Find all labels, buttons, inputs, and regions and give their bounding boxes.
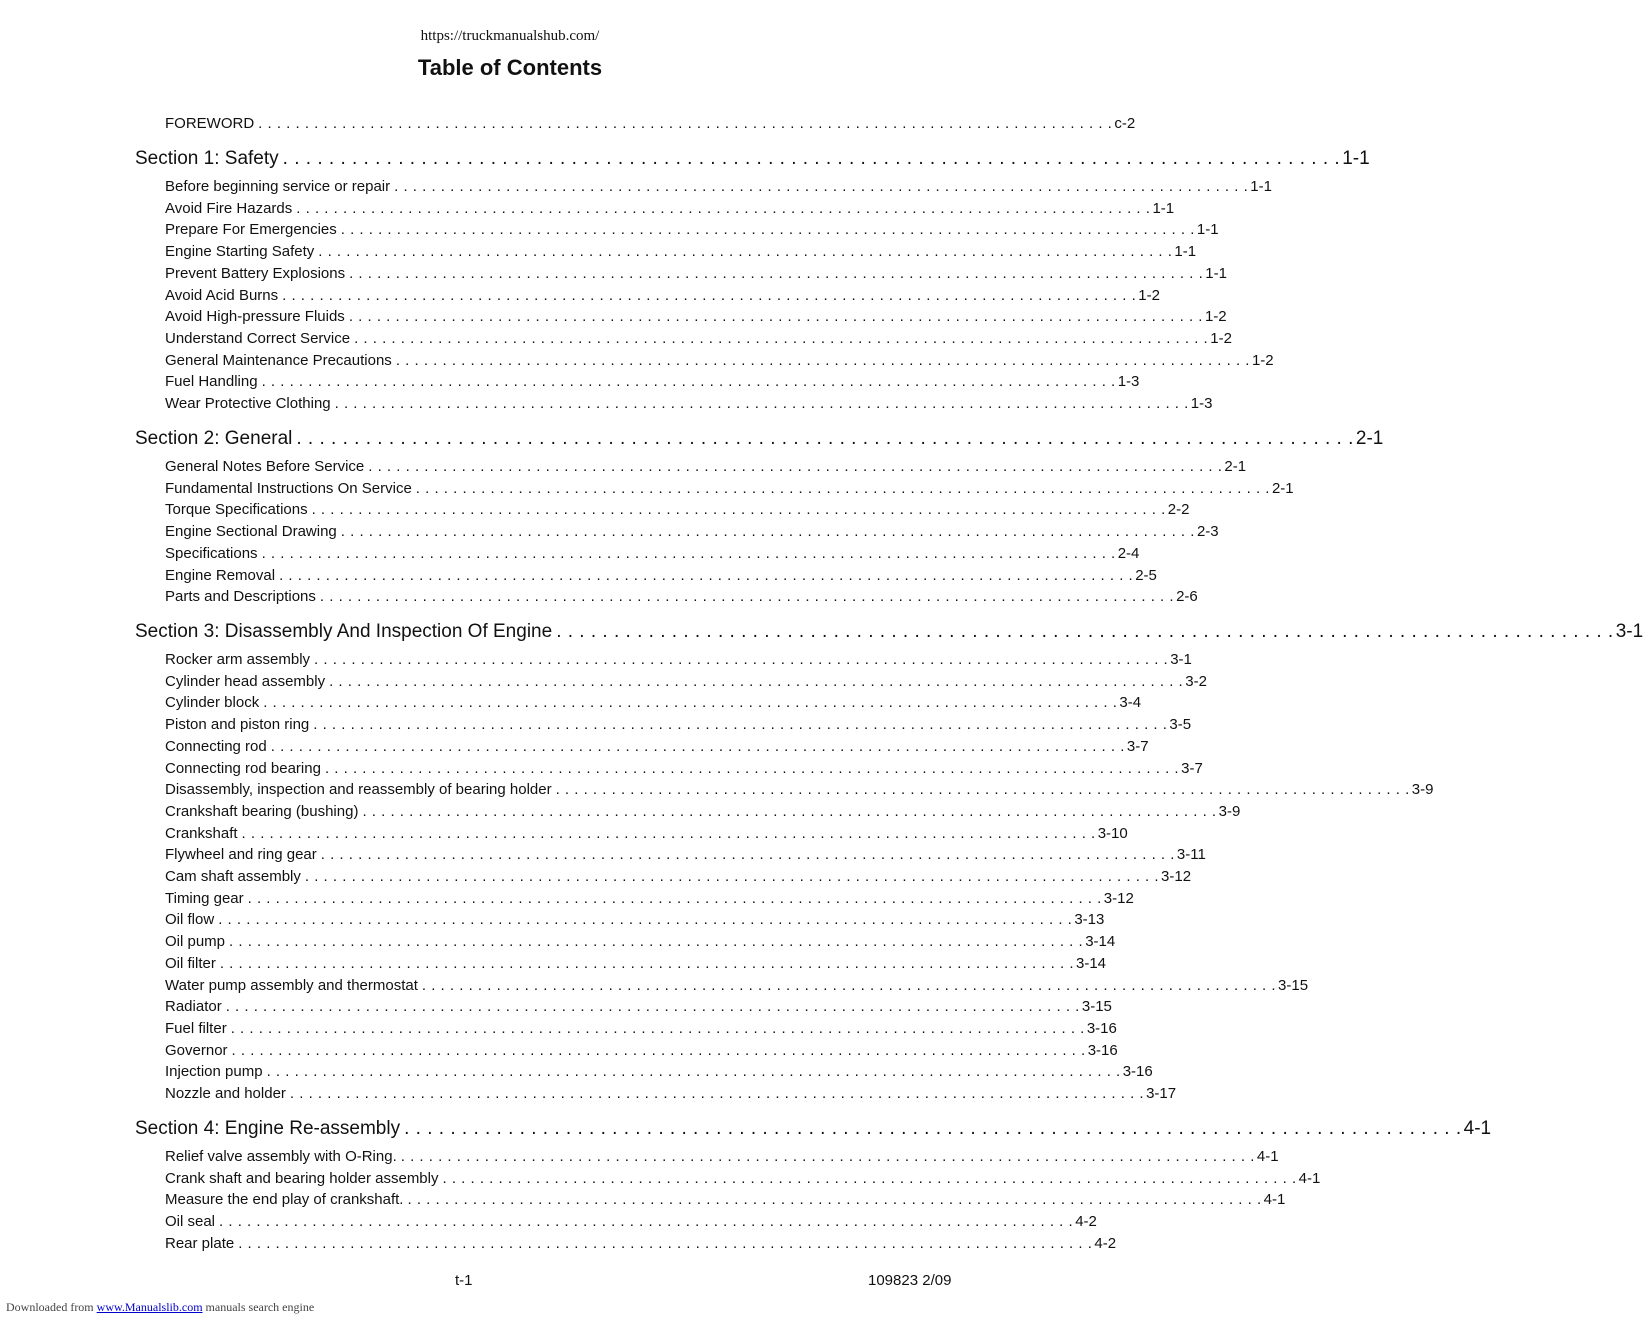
dot-leader: . . . . . . . . . . . . . . . . . . . . . . . . . . . . . . . . . . . . . . . . . . . . . . . . . . . . . . . . . . . . . . . . . . . . . . . . . . . . . . . . . . . . . . . . . . . . bbox=[394, 178, 1249, 195]
toc-entry-label: Oil seal bbox=[165, 1213, 216, 1230]
toc-section-label: Section 1: Safety bbox=[135, 148, 279, 169]
toc-entry-label: Timing gear bbox=[165, 890, 244, 907]
toc-entry-label: Radiator bbox=[165, 998, 222, 1015]
toc-entry[interactable] bbox=[165, 955, 1107, 975]
toc-entry-page: 1-3 bbox=[1190, 395, 1213, 412]
toc-entry-page: 1-1 bbox=[1152, 200, 1175, 217]
dot-leader: . . . . . . . . . . . . . . . . . . . . . . . . . . . . . . . . . . . . . . . . . . . . . . . . . . . . . . . . . . . . . . . . . . . . . . . . . . . . . . . . . . . . . . . . . . . . bbox=[340, 221, 1195, 238]
toc-entry-page: 3-16 bbox=[1086, 1020, 1117, 1037]
toc-entry-page: 3-1 bbox=[1170, 651, 1192, 668]
toc-entry-label: Engine Starting Safety bbox=[165, 243, 315, 260]
toc-entry[interactable] bbox=[165, 458, 1247, 478]
toc-entry-label: Understand Correct Service bbox=[165, 330, 351, 347]
toc-entry-label: Avoid Fire Hazards bbox=[165, 200, 293, 217]
toc-entry[interactable] bbox=[165, 868, 1192, 888]
toc-section[interactable] bbox=[135, 428, 1384, 454]
toc-entry[interactable] bbox=[165, 1170, 1321, 1190]
dot-leader: . . . . . . . . . . . . . . . . . . . . . . . . . . . . . . . . . . . . . . . . . . . . . . . . . . . . . . . . . . . . . . . . . . . . . . . . . . . . . . . . . . . . . . . . . . . . bbox=[311, 501, 1166, 518]
toc-entry-foreword[interactable] bbox=[165, 115, 1136, 135]
dot-leader: . . . . . . . . . . . . . . . . . . . . . . . . . . . . . . . . . . . . . . . . . . . . . . . . . . . . . . . . . . . . . . . . . . . . . . . . . . . . . . . . . . . . . . . . . . . . bbox=[261, 373, 1116, 390]
toc-entry-page: 3-16 bbox=[1087, 1042, 1118, 1059]
toc-entry-page: 3-14 bbox=[1085, 933, 1116, 950]
toc-entry[interactable] bbox=[165, 588, 1198, 608]
toc-entry[interactable] bbox=[165, 933, 1116, 953]
dot-leader: . . . . . . . . . . . . . . . . . . . . . . . . . . . . . . . . . . . . . . . . . . . . . . . . . . . . . . . . . . . . . . . . . . . . . . . . . . . . . . . . . . . . . . . . . . . . bbox=[231, 1042, 1086, 1059]
dot-leader: . . . . . . . . . . . . . . . . . . . . . . . . . . . . . . . . . . . . . . . . . . . . . . . . . . . . . . . . . . . . . . . . . . . . . . . . . . . . . . . . . . . . . . . . . . . . bbox=[219, 955, 1074, 972]
toc-entry-label: Crankshaft bbox=[165, 825, 238, 842]
toc-entry[interactable] bbox=[165, 1235, 1117, 1255]
toc-entry-label: Torque Specifications bbox=[165, 501, 308, 518]
toc-entry[interactable] bbox=[165, 977, 1309, 997]
toc-entry-page: 4-1 bbox=[1256, 1148, 1279, 1165]
toc-entry-page: 4-2 bbox=[1094, 1235, 1117, 1252]
dot-leader: . . . . . . . . . . . . . . . . . . . . . . . . . . . . . . . . . . . . . . . . . . . . . . . . . . . . . . . . . . . . . . . . . . . . . . . . . . . . . . . . . . . . . . . . . . . . bbox=[314, 651, 1169, 668]
toc-entry-label: Cylinder head assembly bbox=[165, 673, 326, 690]
toc-entry-label: Cam shaft assembly bbox=[165, 868, 301, 885]
download-note bbox=[6, 1300, 314, 1315]
dot-leader: . . . . . . . . . . . . . . . . . . . . . . . . . . . . . . . . . . . . . . . . . . . . . . . . . . . . . . . . . . . . . . . . . . . . . . . . . . . . . . . . . . . . . . . . . . . . bbox=[225, 998, 1080, 1015]
dot-leader: . . . . . . . . . . . . . . . . . . . . . . . . . . . . . . . . . . . . . . . . . . . . . . . . . . . . . . . . . . . . . . . . . . . . . . . . . . . . . . . . . . . . . . . . . . . . bbox=[230, 1020, 1085, 1037]
dot-leader: . . . . . . . . . . . . . . . . . . . . . . . . . . . . . . . . . . . . . . . . . . . . . . . . . . . . . . . . . . . . . . . . . . . . . . . . . . . . . . . . . . . . . . . . . . . . bbox=[329, 673, 1184, 690]
toc-entry-label: Cylinder block bbox=[165, 694, 260, 711]
dot-leader: . . . . . . . . . . . . . . . . . . . . . . . . . . . . . . . . . . . . . . . . . . . . . . . . . . . . . . . . . . . . . . . . . . . . . . . . . . . . . . . . . . . . . . . . . . . . bbox=[238, 1235, 1093, 1252]
toc-entry[interactable] bbox=[165, 545, 1140, 565]
toc-entry-label: Avoid High-pressure Fluids bbox=[165, 308, 345, 325]
toc-section-page: 3-1 bbox=[1615, 621, 1643, 642]
toc-entry-label: Measure the end play of crankshaft. bbox=[165, 1191, 404, 1208]
page-title: Table of Contents bbox=[417, 55, 603, 80]
dot-leader: . . . . . . . . . . . . . . . . . . . . . . . . . . . . . . . . . . . . . . . . . . . . . . . . . . . . . . . . . . . . . . . . . . . . . . . . . . . . . . . . . . . . . . . . . . . . bbox=[349, 265, 1204, 282]
toc-entry-page: 2-3 bbox=[1196, 523, 1219, 540]
toc-entry-page: 4-1 bbox=[1263, 1191, 1286, 1208]
dot-leader: . . . . . . . . . . . . . . . . . . . . . . . . . . . . . . . . . . . . . . . . . . . . . . . . . . . . . . . . . . . . . . . . . . . . . . . . . . . . . . . . . . . . . . . . . . . . bbox=[400, 1148, 1255, 1165]
toc-entry-label: Prepare For Emergencies bbox=[165, 221, 337, 238]
dot-leader: . . . . . . . . . . . . . . . . . . . . . . . . . . . . . . . . . . . . . . . . . . . . . . . . . . . . . . . . . . . . . . . . . . . . . . . . . . . . . . . . . . . . . . . . . . . . bbox=[334, 395, 1189, 412]
dot-leader: . . . . . . . . . . . . . . . . . . . . . . . . . . . . . . . . . . . . . . . . . . . . . . . . . . . . . . . . . . . . . . . . . . . . . . . . . . . . . . . . . . . . . . . . . . . . bbox=[218, 911, 1073, 928]
toc-entry-page: 3-5 bbox=[1169, 716, 1192, 733]
toc-entry-page: 1-2 bbox=[1251, 352, 1274, 369]
toc-entry-label: Oil filter bbox=[165, 955, 216, 972]
toc-entry-page: 1-3 bbox=[1117, 373, 1140, 390]
dot-leader: . . . . . . . . . . . . . . . . . . . . . . . . . . . . . . . . . . . . . . . . . . . . . . . . . . . . . . . . . . . . . . . . . . . . . . . . . . . . . . . . . . . . . . . . . . . . bbox=[296, 200, 1151, 217]
toc-entry[interactable] bbox=[165, 352, 1274, 372]
toc-entry-label: Water pump assembly and thermostat bbox=[165, 977, 418, 994]
toc-entry-label: Oil pump bbox=[165, 933, 226, 950]
toc-entry-page: 1-1 bbox=[1174, 243, 1197, 260]
toc-entry-page: 1-1 bbox=[1205, 265, 1227, 282]
dot-leader: . . . . . . . . . . . . . . . . . . . . . . . . . . . . . . . . . . . . . . . . . . . . . . . . . . . . . . . . . . . . . . . . . . . . . . . . . . . . . . . . . . . . . . . . . . . . bbox=[404, 1118, 1462, 1139]
toc-entry-label: Engine Removal bbox=[165, 567, 276, 584]
dot-leader: . . . . . . . . . . . . . . . . . . . . . . . . . . . . . . . . . . . . . . . . . . . . . . . . . . . . . . . . . . . . . . . . . . . . . . . . . . . . . . . . . . . . . . . . . . . . bbox=[296, 428, 1354, 449]
toc-entry[interactable] bbox=[165, 265, 1227, 285]
dot-leader: . . . . . . . . . . . . . . . . . . . . . . . . . . . . . . . . . . . . . . . . . . . . . . . . . . . . . . . . . . . . . . . . . . . . . . . . . . . . . . . . . . . . . . . . . . . . bbox=[362, 803, 1217, 820]
toc-entry-label: Engine Sectional Drawing bbox=[165, 523, 337, 540]
download-suffix: manuals search engine bbox=[205, 1300, 315, 1314]
toc-entry[interactable] bbox=[165, 287, 1160, 307]
toc-entry-label: Flywheel and ring gear bbox=[165, 846, 317, 863]
toc-entry[interactable] bbox=[165, 1042, 1118, 1062]
dot-leader: . . . . . . . . . . . . . . . . . . . . . . . . . . . . . . . . . . . . . . . . . . . . . . . . . . . . . . . . . . . . . . . . . . . . . . . . . . . . . . . . . . . . . . . . . . . . bbox=[261, 545, 1116, 562]
dot-leader: . . . . . . . . . . . . . . . . . . . . . . . . . . . . . . . . . . . . . . . . . . . . . . . . . . . . . . . . . . . . . . . . . . . . . . . . . . . . . . . . . . . . . . . . . . . . bbox=[348, 308, 1203, 325]
toc-entry-label: Fundamental Instructions On Service bbox=[165, 480, 412, 497]
toc-entry-label: Fuel filter bbox=[165, 1020, 227, 1037]
toc-entry[interactable] bbox=[165, 330, 1232, 350]
toc-entry-page: 2-5 bbox=[1135, 567, 1157, 584]
dot-leader: . . . . . . . . . . . . . . . . . . . . . . . . . . . . . . . . . . . . . . . . . . . . . . . . . . . . . . . . . . . . . . . . . . . . . . . . . . . . . . . . . . . . . . . . . . . . bbox=[258, 115, 1113, 132]
document-code: 109823 2/09 bbox=[868, 1272, 952, 1289]
toc-entry-label: Connecting rod bbox=[165, 738, 267, 755]
toc-entry[interactable] bbox=[165, 523, 1219, 543]
dot-leader: . . . . . . . . . . . . . . . . . . . . . . . . . . . . . . . . . . . . . . . . . . . . . . . . . . . . . . . . . . . . . . . . . . . . . . . . . . . . . . . . . . . . . . . . . . . . bbox=[354, 330, 1209, 347]
dot-leader: . . . . . . . . . . . . . . . . . . . . . . . . . . . . . . . . . . . . . . . . . . . . . . . . . . . . . . . . . . . . . . . . . . . . . . . . . . . . . . . . . . . . . . . . . . . . bbox=[229, 933, 1084, 950]
dot-leader: . . . . . . . . . . . . . . . . . . . . . . . . . . . . . . . . . . . . . . . . . . . . . . . . . . . . . . . . . . . . . . . . . . . . . . . . . . . . . . . . . . . . . . . . . . . . bbox=[279, 567, 1134, 584]
toc-entry[interactable] bbox=[165, 395, 1213, 415]
toc-entry-page: 3-12 bbox=[1161, 868, 1192, 885]
dot-leader: . . . . . . . . . . . . . . . . . . . . . . . . . . . . . . . . . . . . . . . . . . . . . . . . . . . . . . . . . . . . . . . . . . . . . . . . . . . . . . . . . . . . . . . . . . . . bbox=[319, 588, 1175, 605]
toc-entry[interactable] bbox=[165, 308, 1227, 328]
toc-entry-page: 3-9 bbox=[1411, 781, 1434, 798]
toc-entry[interactable] bbox=[165, 221, 1219, 241]
toc-entry-label: Crank shaft and bearing holder assembly bbox=[165, 1170, 439, 1187]
toc-entry-page: 3-15 bbox=[1081, 998, 1112, 1015]
toc-entry[interactable] bbox=[165, 1213, 1097, 1233]
toc-entry-page: 3-12 bbox=[1103, 890, 1134, 907]
toc-entry-page: 2-1 bbox=[1271, 480, 1294, 497]
dot-leader: . . . . . . . . . . . . . . . . . . . . . . . . . . . . . . . . . . . . . . . . . . . . . . . . . . . . . . . . . . . . . . . . . . . . . . . . . . . . . . . . . . . . . . . . . . . . bbox=[282, 287, 1137, 304]
toc-entry[interactable] bbox=[165, 501, 1190, 521]
toc-entry-label: Oil flow bbox=[165, 911, 215, 928]
toc-entry-label: Before beginning service or repair bbox=[165, 178, 391, 195]
toc-entry-label: Specifications bbox=[165, 545, 258, 562]
toc-entry-label: Injection pump bbox=[165, 1063, 263, 1080]
toc-entry-label: Crankshaft bearing (bushing) bbox=[165, 803, 359, 820]
toc-entry[interactable] bbox=[165, 694, 1142, 714]
toc-entry-page: 1-1 bbox=[1250, 178, 1272, 195]
dot-leader: . . . . . . . . . . . . . . . . . . . . . . . . . . . . . . . . . . . . . . . . . . . . . . . . . . . . . . . . . . . . . . . . . . . . . . . . . . . . . . . . . . . . . . . . . . . . bbox=[407, 1191, 1262, 1208]
toc-entry[interactable] bbox=[165, 825, 1128, 845]
toc-entry-label: Parts and Descriptions bbox=[165, 588, 316, 605]
toc-entry[interactable] bbox=[165, 760, 1203, 780]
download-prefix: Downloaded from bbox=[6, 1300, 94, 1314]
toc-entry-label: Wear Protective Clothing bbox=[165, 395, 331, 412]
toc-entry-label: Governor bbox=[165, 1042, 228, 1059]
toc-entry-foreword-page: c-2 bbox=[1114, 115, 1136, 132]
toc-entry-page: 3-2 bbox=[1185, 673, 1207, 690]
toc-entry-page: 4-1 bbox=[1298, 1170, 1321, 1187]
dot-leader: . . . . . . . . . . . . . . . . . . . . . . . . . . . . . . . . . . . . . . . . . . . . . . . . . . . . . . . . . . . . . . . . . . . . . . . . . . . . . . . . . . . . . . . . . . . . bbox=[324, 760, 1180, 777]
dot-leader: . . . . . . . . . . . . . . . . . . . . . . . . . . . . . . . . . . . . . . . . . . . . . . . . . . . . . . . . . . . . . . . . . . . . . . . . . . . . . . . . . . . . . . . . . . . . bbox=[313, 716, 1168, 733]
toc-entry-page: 3-17 bbox=[1146, 1085, 1177, 1102]
dot-leader: . . . . . . . . . . . . . . . . . . . . . . . . . . . . . . . . . . . . . . . . . . . . . . . . . . . . . . . . . . . . . . . . . . . . . . . . . . . . . . . . . . . . . . . . . . . . bbox=[395, 352, 1250, 369]
toc-entry[interactable] bbox=[165, 1085, 1177, 1105]
toc-entry[interactable] bbox=[165, 567, 1157, 587]
toc-entry-page: 2-2 bbox=[1167, 501, 1190, 518]
toc-entry[interactable] bbox=[165, 178, 1272, 198]
toc-entry-page: 4-2 bbox=[1075, 1213, 1097, 1230]
toc-entry[interactable] bbox=[165, 781, 1434, 801]
toc-entry-page: 3-11 bbox=[1176, 846, 1206, 863]
toc-entry-page: 3-7 bbox=[1181, 760, 1203, 777]
dot-leader: . . . . . . . . . . . . . . . . . . . . . . . . . . . . . . . . . . . . . . . . . . . . . . . . . . . . . . . . . . . . . . . . . . . . . . . . . . . . . . . . . . . . . . . . . . . . bbox=[247, 890, 1102, 907]
toc-entry[interactable] bbox=[165, 651, 1192, 671]
toc-entry-label: Nozzle and holder bbox=[165, 1085, 286, 1102]
toc-section-label: Section 3: Disassembly And Inspection Of Engine bbox=[135, 621, 553, 642]
toc-section-page: 1-1 bbox=[1342, 148, 1370, 169]
toc-entry-foreword-label: FOREWORD bbox=[165, 115, 255, 132]
toc-entry[interactable] bbox=[165, 673, 1207, 693]
dot-leader: . . . . . . . . . . . . . . . . . . . . . . . . . . . . . . . . . . . . . . . . . . . . . . . . . . . . . . . . . . . . . . . . . . . . . . . . . . . . . . . . . . . . . . . . . . . . bbox=[320, 846, 1175, 863]
toc-entry-page: 1-1 bbox=[1196, 221, 1219, 238]
toc-entry-page: 2-6 bbox=[1176, 588, 1198, 605]
dot-leader: . . . . . . . . . . . . . . . . . . . . . . . . . . . . . . . . . . . . . . . . . . . . . . . . . . . . . . . . . . . . . . . . . . . . . . . . . . . . . . . . . . . . . . . . . . . . bbox=[219, 1213, 1074, 1230]
toc-entry-label: Disassembly, inspection and reassembly of bearing holder bbox=[165, 781, 552, 798]
dot-leader: . . . . . . . . . . . . . . . . . . . . . . . . . . . . . . . . . . . . . . . . . . . . . . . . . . . . . . . . . . . . . . . . . . . . . . . . . . . . . . . . . . . . . . . . . . . . bbox=[340, 523, 1195, 540]
toc-entry-page: 3-10 bbox=[1097, 825, 1128, 842]
toc-entry[interactable] bbox=[165, 1063, 1153, 1083]
toc-entry-label: Rocker arm assembly bbox=[165, 651, 311, 668]
dot-leader: . . . . . . . . . . . . . . . . . . . . . . . . . . . . . . . . . . . . . . . . . . . . . . . . . . . . . . . . . . . . . . . . . . . . . . . . . . . . . . . . . . . . . . . . . . . . bbox=[442, 1170, 1297, 1187]
dot-leader: . . . . . . . . . . . . . . . . . . . . . . . . . . . . . . . . . . . . . . . . . . . . . . . . . . . . . . . . . . . . . . . . . . . . . . . . . . . . . . . . . . . . . . . . . . . . bbox=[270, 738, 1125, 755]
dot-leader: . . . . . . . . . . . . . . . . . . . . . . . . . . . . . . . . . . . . . . . . . . . . . . . . . . . . . . . . . . . . . . . . . . . . . . . . . . . . . . . . . . . . . . . . . . . . bbox=[368, 458, 1223, 475]
toc-entry-label: General Notes Before Service bbox=[165, 458, 365, 475]
toc-entry-page: 1-2 bbox=[1204, 308, 1227, 325]
toc-entry[interactable] bbox=[165, 373, 1140, 393]
manualslib-link[interactable]: www.Manualslib.com bbox=[96, 1300, 203, 1314]
toc-entry-page: 1-2 bbox=[1210, 330, 1232, 347]
toc-entry[interactable] bbox=[165, 998, 1112, 1018]
dot-leader: . . . . . . . . . . . . . . . . . . . . . . . . . . . . . . . . . . . . . . . . . . . . . . . . . . . . . . . . . . . . . . . . . . . . . . . . . . . . . . . . . . . . . . . . . . . . bbox=[263, 694, 1118, 711]
toc-entry-label: Relief valve assembly with O-Ring. bbox=[165, 1148, 397, 1165]
dot-leader: . . . . . . . . . . . . . . . . . . . . . . . . . . . . . . . . . . . . . . . . . . . . . . . . . . . . . . . . . . . . . . . . . . . . . . . . . . . . . . . . . . . . . . . . . . . . bbox=[289, 1085, 1145, 1102]
toc-section-label: Section 4: Engine Re-assembly bbox=[135, 1118, 401, 1139]
toc-entry-label: Rear plate bbox=[165, 1235, 235, 1252]
toc-entry-label: General Maintenance Precautions bbox=[165, 352, 392, 369]
toc-entry-page: 2-4 bbox=[1117, 545, 1140, 562]
dot-leader: . . . . . . . . . . . . . . . . . . . . . . . . . . . . . . . . . . . . . . . . . . . . . . . . . . . . . . . . . . . . . . . . . . . . . . . . . . . . . . . . . . . . . . . . . . . . bbox=[282, 148, 1341, 169]
dot-leader: . . . . . . . . . . . . . . . . . . . . . . . . . . . . . . . . . . . . . . . . . . . . . . . . . . . . . . . . . . . . . . . . . . . . . . . . . . . . . . . . . . . . . . . . . . . . bbox=[318, 243, 1173, 260]
header-url: https://truckmanualshub.com/ bbox=[420, 28, 600, 44]
toc-entry[interactable] bbox=[165, 911, 1105, 931]
toc-entry-label: Avoid Acid Burns bbox=[165, 287, 279, 304]
toc-entry-label: Connecting rod bearing bbox=[165, 760, 321, 777]
dot-leader: . . . . . . . . . . . . . . . . . . . . . . . . . . . . . . . . . . . . . . . . . . . . . . . . . . . . . . . . . . . . . . . . . . . . . . . . . . . . . . . . . . . . . . . . . . . . bbox=[555, 781, 1410, 798]
toc-entry-page: 3-16 bbox=[1122, 1063, 1153, 1080]
dot-leader: . . . . . . . . . . . . . . . . . . . . . . . . . . . . . . . . . . . . . . . . . . . . . . . . . . . . . . . . . . . . . . . . . . . . . . . . . . . . . . . . . . . . . . . . . . . . bbox=[415, 480, 1270, 497]
toc-entry-label: Piston and piston ring bbox=[165, 716, 310, 733]
dot-leader: . . . . . . . . . . . . . . . . . . . . . . . . . . . . . . . . . . . . . . . . . . . . . . . . . . . . . . . . . . . . . . . . . . . . . . . . . . . . . . . . . . . . . . . . . . . . bbox=[304, 868, 1160, 885]
toc-entry-page: 3-4 bbox=[1119, 694, 1142, 711]
toc-entry[interactable] bbox=[165, 200, 1175, 220]
dot-leader: . . . . . . . . . . . . . . . . . . . . . . . . . . . . . . . . . . . . . . . . . . . . . . . . . . . . . . . . . . . . . . . . . . . . . . . . . . . . . . . . . . . . . . . . . . . . bbox=[266, 1063, 1121, 1080]
toc-section-page: 4-1 bbox=[1463, 1118, 1492, 1139]
toc-entry-page: 3-15 bbox=[1278, 977, 1309, 994]
dot-leader: . . . . . . . . . . . . . . . . . . . . . . . . . . . . . . . . . . . . . . . . . . . . . . . . . . . . . . . . . . . . . . . . . . . . . . . . . . . . . . . . . . . . . . . . . . . . bbox=[241, 825, 1096, 842]
toc-entry-page: 3-7 bbox=[1126, 738, 1149, 755]
page-number: t-1 bbox=[455, 1272, 473, 1289]
toc-entry[interactable] bbox=[165, 738, 1149, 758]
toc-entry[interactable] bbox=[165, 1191, 1286, 1211]
dot-leader: . . . . . . . . . . . . . . . . . . . . . . . . . . . . . . . . . . . . . . . . . . . . . . . . . . . . . . . . . . . . . . . . . . . . . . . . . . . . . . . . . . . . . . . . . . . . bbox=[556, 621, 1614, 642]
toc-entry[interactable] bbox=[165, 1148, 1279, 1168]
toc-entry[interactable] bbox=[165, 803, 1241, 823]
toc-entry[interactable] bbox=[165, 1020, 1117, 1040]
toc-section-label: Section 2: General bbox=[135, 428, 293, 449]
toc-section[interactable] bbox=[135, 148, 1370, 174]
toc-entry[interactable] bbox=[165, 890, 1134, 910]
toc-section-page: 2-1 bbox=[1355, 428, 1384, 449]
toc-entry-page: 3-9 bbox=[1218, 803, 1241, 820]
toc-entry[interactable] bbox=[165, 480, 1294, 500]
toc-entry-label: Fuel Handling bbox=[165, 373, 258, 390]
toc-entry-label: Prevent Battery Explosions bbox=[165, 265, 346, 282]
toc-entry[interactable] bbox=[165, 243, 1197, 263]
toc-entry-page: 3-13 bbox=[1074, 911, 1105, 928]
toc-entry[interactable] bbox=[165, 846, 1206, 866]
toc-section[interactable] bbox=[135, 621, 1643, 647]
toc-section[interactable] bbox=[135, 1118, 1492, 1144]
toc-entry-page: 2-1 bbox=[1224, 458, 1247, 475]
dot-leader: . . . . . . . . . . . . . . . . . . . . . . . . . . . . . . . . . . . . . . . . . . . . . . . . . . . . . . . . . . . . . . . . . . . . . . . . . . . . . . . . . . . . . . . . . . . . bbox=[421, 977, 1277, 994]
toc-entry-page: 1-2 bbox=[1138, 287, 1160, 304]
toc-entry[interactable] bbox=[165, 716, 1192, 736]
toc-entry-page: 3-14 bbox=[1076, 955, 1107, 972]
